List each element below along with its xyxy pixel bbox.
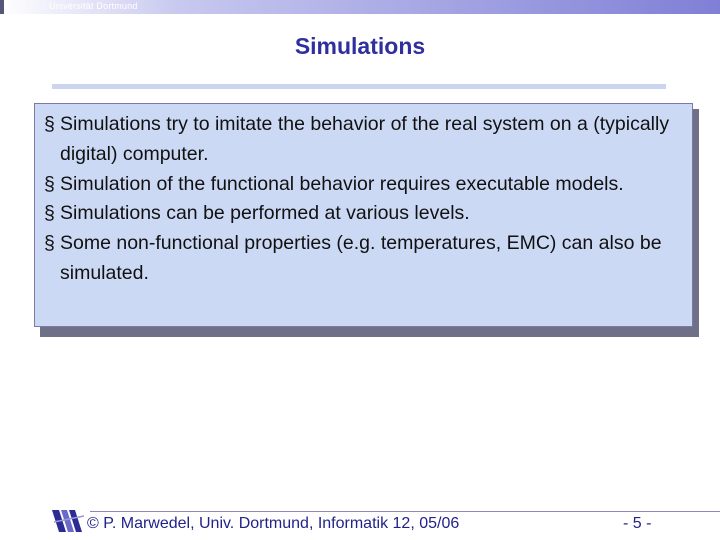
bullet-list bbox=[35, 104, 692, 289]
page-number: - 5 - bbox=[623, 515, 652, 532]
footer-rule bbox=[90, 511, 720, 512]
bullet-text: Some non-functional properties (e.g. temperatures, EMC) can also be simulated. bbox=[60, 232, 662, 284]
bullet-item bbox=[35, 229, 692, 289]
bullet-text: Simulations try to imitate the behavior of the real system on a (typically digital) computer. bbox=[60, 113, 670, 165]
bullet-marker: § bbox=[44, 113, 55, 135]
corner-mark bbox=[0, 0, 4, 14]
content-box bbox=[34, 103, 693, 327]
bullet-text: Simulations can be performed at various levels. bbox=[60, 202, 470, 225]
slide-title: Simulations bbox=[294, 33, 426, 59]
bullet-marker: § bbox=[44, 172, 55, 195]
bullet-item bbox=[35, 199, 692, 229]
bullet-item bbox=[35, 110, 692, 170]
title-underline bbox=[52, 84, 666, 89]
footer-copyright: © P. Marwedel, Univ. Dortmund, Informatik 12, 05/06 bbox=[87, 515, 460, 532]
institution-label: Universität Dortmund bbox=[49, 1, 138, 11]
university-logo-icon bbox=[50, 508, 86, 539]
bullet-item bbox=[35, 170, 692, 200]
bullet-marker: § bbox=[44, 202, 55, 225]
bullet-marker: § bbox=[44, 232, 55, 255]
bullet-text: Simulation of the functional behavior requires executable models. bbox=[60, 172, 624, 195]
header-bar bbox=[0, 0, 720, 14]
